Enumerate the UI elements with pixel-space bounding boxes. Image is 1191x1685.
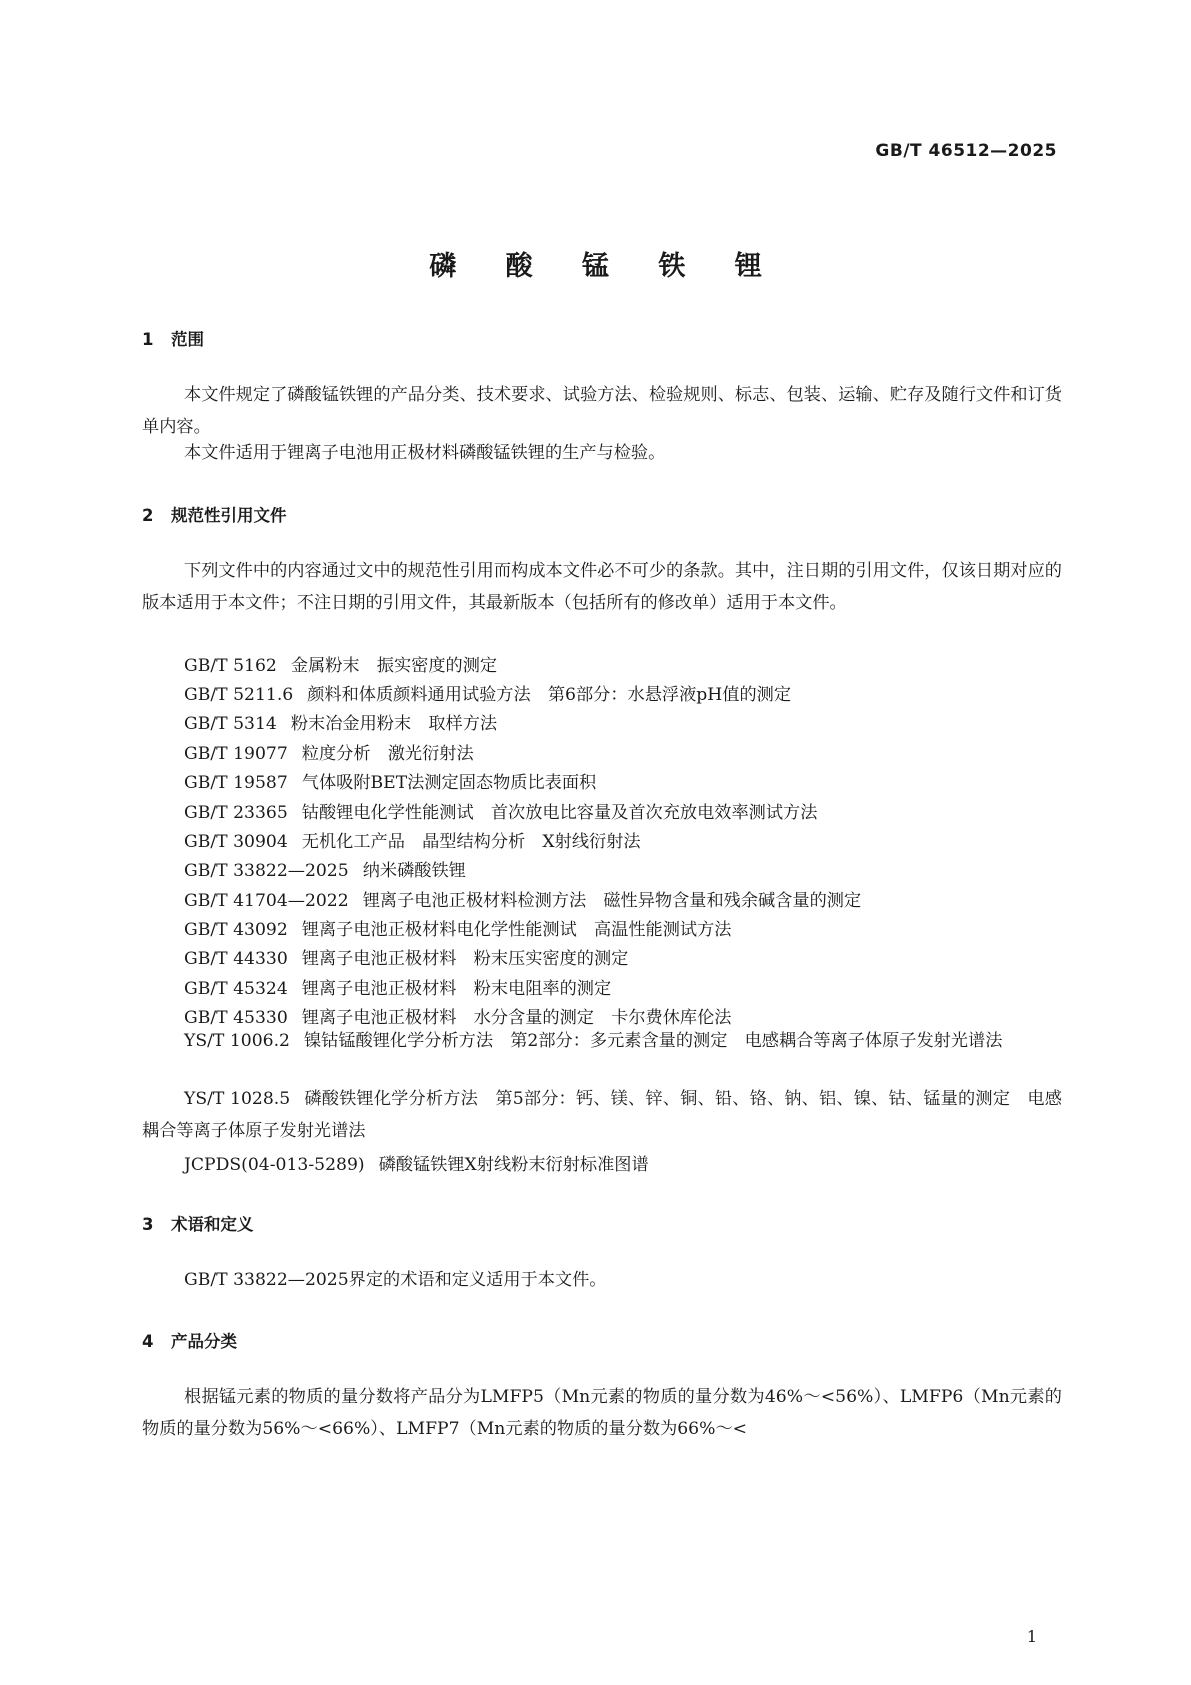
section-number: 4 xyxy=(142,1332,154,1351)
reference-title: 颜料和体质颜料通用试验方法 第6部分：水悬浮液pH值的测定 xyxy=(307,685,792,705)
reference-code: GB/T 41704—2022 xyxy=(184,891,349,911)
reference-title: 钴酸锂电化学性能测试 首次放电比容量及首次充放电效率测试方法 xyxy=(301,803,818,823)
reference-item xyxy=(184,1150,649,1175)
reference-title: 粉末冶金用粉末 取样方法 xyxy=(290,714,498,734)
reference-code: GB/T 43092 xyxy=(184,920,288,940)
section-1-paragraph: 本文件规定了磷酸锰铁锂的产品分类、技术要求、试验方法、检验规则、标志、包装、运输、贮存及随行文件和订货单内容。 xyxy=(142,385,1062,437)
reference-title: 无机化工产品 晶型结构分析 X射线衍射法 xyxy=(301,832,641,852)
section-3-heading xyxy=(142,1211,254,1235)
reference-item xyxy=(142,1084,1062,1147)
reference-code: GB/T 44330 xyxy=(184,949,288,969)
reference-code: GB/T 45324 xyxy=(184,979,288,999)
section-4-heading xyxy=(142,1328,237,1352)
reference-title: 气体吸附BET法测定固态物质比表面积 xyxy=(301,773,597,793)
reference-item xyxy=(142,1026,1062,1058)
reference-title: 磷酸铁锂化学分析方法 第5部分：钙、镁、锌、铜、铅、铬、钠、铝、镍、钴、锰量的测定 电感耦合等离子体原子发射光谱法 xyxy=(142,1089,1062,1141)
section-2-heading xyxy=(142,502,287,526)
reference-code: GB/T 19077 xyxy=(184,744,288,764)
reference-item xyxy=(184,680,791,705)
section-number: 3 xyxy=(142,1215,154,1234)
reference-code: GB/T 23365 xyxy=(184,803,288,823)
section-1-paragraph: 本文件适用于锂离子电池用正极材料磷酸锰铁锂的生产与检验。 xyxy=(184,443,666,463)
section-title: 范围 xyxy=(171,330,204,349)
reference-item xyxy=(184,798,817,823)
reference-code: GB/T 45330 xyxy=(184,1008,288,1028)
reference-item xyxy=(184,856,466,881)
reference-item xyxy=(184,739,474,764)
section-1-heading xyxy=(142,326,204,350)
reference-code: GB/T 19587 xyxy=(184,773,288,793)
reference-title: 磷酸锰铁锂X射线粉末衍射标准图谱 xyxy=(378,1155,649,1175)
section-3-paragraph: GB/T 33822—2025界定的术语和定义适用于本文件。 xyxy=(184,1270,607,1290)
reference-title: 锂离子电池正极材料 水分含量的测定 卡尔费休库伦法 xyxy=(301,1008,732,1028)
section-title: 规范性引用文件 xyxy=(171,506,287,525)
reference-title: 锂离子电池正极材料电化学性能测试 高温性能测试方法 xyxy=(301,920,732,940)
reference-title: 锂离子电池正极材料检测方法 磁性异物含量和残余碱含量的测定 xyxy=(362,891,862,911)
reference-item xyxy=(184,944,628,969)
document-title: 磷 酸 锰 铁 锂 xyxy=(429,251,782,282)
reference-title: 粒度分析 激光衍射法 xyxy=(301,744,474,764)
section-2-intro: 下列文件中的内容通过文中的规范性引用而构成本文件必不可少的条款。其中，注日期的引用文件，仅该日期对应的版本适用于本文件；不注日期的引用文件，其最新版本（包括所有的修改单）适用于本文件。 xyxy=(142,561,1062,613)
reference-code: JCPDS(04-013-5289) xyxy=(184,1155,365,1175)
reference-code: GB/T 5211.6 xyxy=(184,685,294,705)
reference-item xyxy=(184,886,861,911)
section-number: 2 xyxy=(142,506,154,525)
reference-title: 镍钴锰酸锂化学分析方法 第2部分：多元素含量的测定 电感耦合等离子体原子发射光谱法 xyxy=(303,1031,1003,1051)
reference-code: YS/T 1006.2 xyxy=(184,1031,290,1051)
standard-code: GB/T 46512—2025 xyxy=(875,141,1057,161)
reference-code: GB/T 5314 xyxy=(184,714,277,734)
reference-title: 锂离子电池正极材料 粉末电阻率的测定 xyxy=(301,979,612,999)
reference-item xyxy=(184,974,611,999)
reference-item xyxy=(184,915,731,940)
reference-code: GB/T 5162 xyxy=(184,656,277,676)
page-number: 1 xyxy=(1026,1627,1037,1646)
section-title: 术语和定义 xyxy=(171,1215,254,1234)
reference-title: 金属粉末 振实密度的测定 xyxy=(290,656,498,676)
section-4-paragraph: 根据锰元素的物质的量分数将产品分为LMFP5（Mn元素的物质的量分数为46%～<56%）、LMFP6（Mn元素的物质的量分数为56%～<66%）、LMFP7（Mn元素的物质的量分数为66%～< xyxy=(142,1387,1062,1439)
reference-title: 锂离子电池正极材料 粉末压实密度的测定 xyxy=(301,949,629,969)
reference-item xyxy=(184,709,497,734)
reference-item xyxy=(184,651,497,676)
reference-code: GB/T 30904 xyxy=(184,832,288,852)
section-number: 1 xyxy=(142,330,154,349)
reference-item xyxy=(184,827,641,852)
reference-title: 纳米磷酸铁锂 xyxy=(362,861,466,881)
reference-code: YS/T 1028.5 xyxy=(184,1089,291,1109)
reference-code: GB/T 33822—2025 xyxy=(184,861,349,881)
section-title: 产品分类 xyxy=(171,1332,237,1351)
reference-item xyxy=(184,768,596,793)
reference-item xyxy=(184,1003,731,1028)
